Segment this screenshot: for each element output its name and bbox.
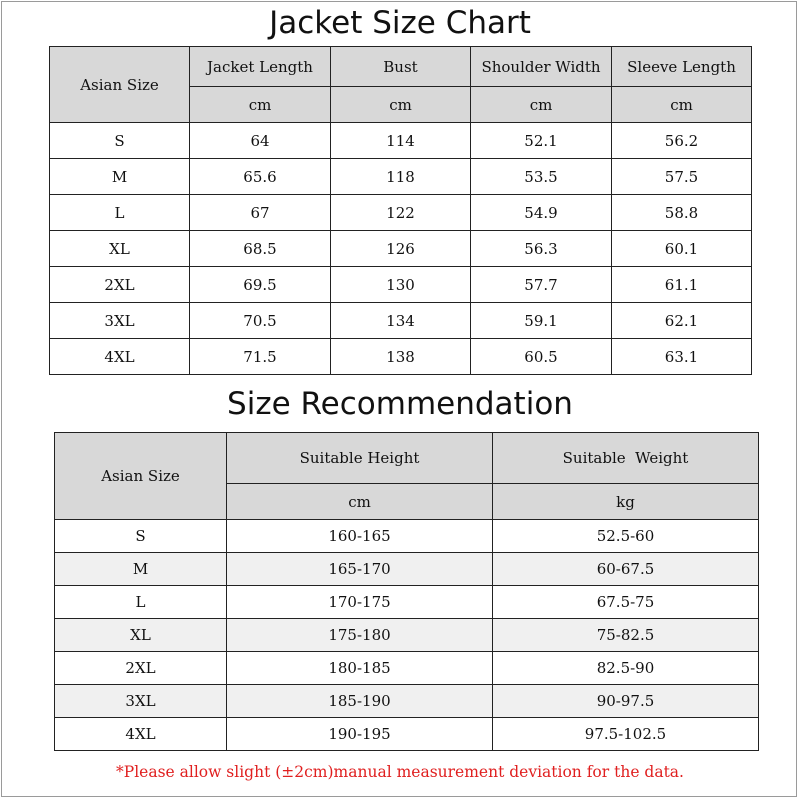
cell-size: 2XL	[50, 267, 190, 303]
size-chart-title: Jacket Size Chart	[269, 5, 531, 41]
cell-weight: 75-82.5	[493, 619, 759, 652]
cell-size: M	[50, 159, 190, 195]
table-row	[55, 685, 759, 718]
cell-bust: 134	[331, 303, 471, 339]
cell-size: XL	[55, 619, 227, 652]
table-row	[55, 520, 759, 553]
cell-size: 3XL	[50, 303, 190, 339]
cell-jacket-length: 68.5	[190, 231, 331, 267]
cell-weight: 67.5-75	[493, 586, 759, 619]
unit-cell: cm	[331, 87, 471, 123]
table-row	[55, 619, 759, 652]
table-row	[55, 586, 759, 619]
unit-cell: cm	[190, 87, 331, 123]
cell-shoulder-width: 54.9	[471, 195, 612, 231]
cell-jacket-length: 65.6	[190, 159, 331, 195]
cell-size: 3XL	[55, 685, 227, 718]
cell-size: 2XL	[55, 652, 227, 685]
unit-cell: cm	[612, 87, 752, 123]
cell-shoulder-width: 60.5	[471, 339, 612, 375]
cell-bust: 130	[331, 267, 471, 303]
cell-shoulder-width: 56.3	[471, 231, 612, 267]
header-suitable-height: Suitable Height	[227, 433, 493, 484]
table-row	[55, 553, 759, 586]
header-bust: Bust	[331, 47, 471, 87]
cell-jacket-length: 67	[190, 195, 331, 231]
cell-sleeve-length: 56.2	[612, 123, 752, 159]
cell-jacket-length: 64	[190, 123, 331, 159]
cell-shoulder-width: 57.7	[471, 267, 612, 303]
header-asian-size: Asian Size	[55, 433, 227, 520]
cell-size: L	[55, 586, 227, 619]
cell-height: 160-165	[227, 520, 493, 553]
cell-size: S	[55, 520, 227, 553]
cell-sleeve-length: 58.8	[612, 195, 752, 231]
cell-shoulder-width: 52.1	[471, 123, 612, 159]
unit-cell: cm	[471, 87, 612, 123]
cell-weight: 97.5-102.5	[493, 718, 759, 751]
cell-height: 190-195	[227, 718, 493, 751]
cell-size: M	[55, 553, 227, 586]
recommendation-header-row	[55, 433, 759, 484]
cell-bust: 114	[331, 123, 471, 159]
cell-jacket-length: 69.5	[190, 267, 331, 303]
cell-bust: 126	[331, 231, 471, 267]
table-row	[50, 231, 752, 267]
cell-sleeve-length: 63.1	[612, 339, 752, 375]
recommendation-table	[54, 432, 759, 751]
unit-height: cm	[227, 484, 493, 520]
table-row	[50, 303, 752, 339]
cell-height: 165-170	[227, 553, 493, 586]
header-sleeve-length: Sleeve Length	[612, 47, 752, 87]
table-row	[55, 652, 759, 685]
cell-weight: 52.5-60	[493, 520, 759, 553]
table-row	[55, 718, 759, 751]
cell-height: 180-185	[227, 652, 493, 685]
table-row	[50, 123, 752, 159]
cell-shoulder-width: 53.5	[471, 159, 612, 195]
cell-weight: 60-67.5	[493, 553, 759, 586]
cell-sleeve-length: 62.1	[612, 303, 752, 339]
cell-size: 4XL	[50, 339, 190, 375]
size-chart-table	[49, 46, 752, 375]
table-row	[50, 195, 752, 231]
cell-size: S	[50, 123, 190, 159]
cell-size: L	[50, 195, 190, 231]
cell-size: 4XL	[55, 718, 227, 751]
table-row	[50, 267, 752, 303]
cell-shoulder-width: 59.1	[471, 303, 612, 339]
cell-jacket-length: 71.5	[190, 339, 331, 375]
cell-weight: 82.5-90	[493, 652, 759, 685]
cell-height: 175-180	[227, 619, 493, 652]
cell-bust: 118	[331, 159, 471, 195]
cell-bust: 138	[331, 339, 471, 375]
cell-jacket-length: 70.5	[190, 303, 331, 339]
table-row	[50, 159, 752, 195]
measurement-deviation-note: *Please allow slight (±2cm)manual measurement deviation for the data.	[116, 763, 684, 781]
cell-sleeve-length: 57.5	[612, 159, 752, 195]
cell-bust: 122	[331, 195, 471, 231]
table-row	[50, 339, 752, 375]
header-jacket-length: Jacket Length	[190, 47, 331, 87]
cell-size: XL	[50, 231, 190, 267]
header-shoulder-width: Shoulder Width	[471, 47, 612, 87]
header-suitable-weight: Suitable Weight	[493, 433, 759, 484]
cell-height: 170-175	[227, 586, 493, 619]
cell-sleeve-length: 61.1	[612, 267, 752, 303]
recommendation-title: Size Recommendation	[227, 386, 573, 422]
cell-sleeve-length: 60.1	[612, 231, 752, 267]
unit-weight: kg	[493, 484, 759, 520]
cell-height: 185-190	[227, 685, 493, 718]
size-chart-header-row	[50, 47, 752, 87]
header-asian-size: Asian Size	[50, 47, 190, 123]
cell-weight: 90-97.5	[493, 685, 759, 718]
